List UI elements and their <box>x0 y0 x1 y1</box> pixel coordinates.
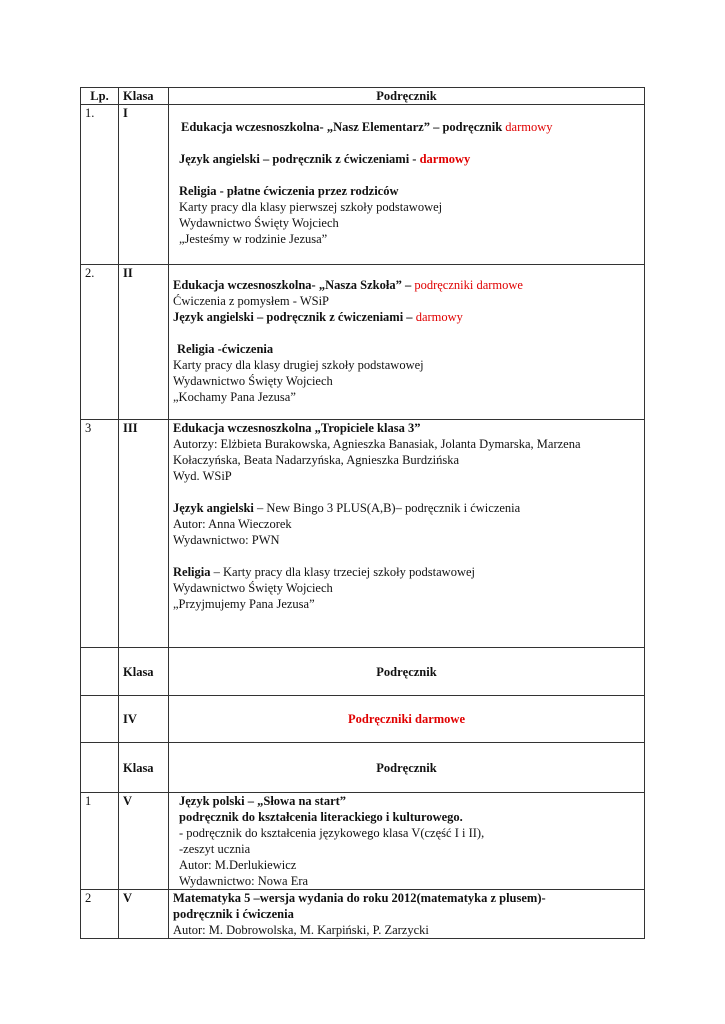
content-line: Karty pracy dla klasy drugiej szkoły podstawowej <box>173 358 424 372</box>
content-line: Wydawnictwo Święty Wojciech <box>173 374 333 388</box>
row-content <box>169 105 645 265</box>
row-klasa: I <box>119 105 169 265</box>
row-lp: 2. <box>81 265 119 420</box>
table-row <box>81 696 645 743</box>
content-line: Język angielski – podręcznik z ćwiczeniami - darmowy <box>179 152 471 166</box>
content-line: Karty pracy dla klasy pierwszej szkoły podstawowej <box>179 200 443 214</box>
content-line: - podręcznik do kształcenia językowego klasa V(część I i II), <box>179 826 485 840</box>
content-line: Wydawnictwo Święty Wojciech <box>173 581 333 595</box>
header-lp: Lp. <box>81 88 119 105</box>
content-line: Edukacja wczesnoszkolna- „Nasza Szkoła” – podręczniki darmowe <box>173 278 523 292</box>
row-content <box>169 793 645 890</box>
content-line: „Kochamy Pana Jezusa” <box>173 390 296 404</box>
content-line: „Przyjmujemy Pana Jezusa” <box>173 597 315 611</box>
content-line: -zeszyt ucznia <box>179 842 251 856</box>
section-podrecznik-header: Podręcznik <box>169 743 645 793</box>
table-row <box>81 890 645 939</box>
row-lp: 2 <box>81 890 119 939</box>
content-line: Język angielski – podręcznik z ćwiczeniami – darmowy <box>173 310 463 324</box>
header-podrecznik: Podręcznik <box>169 88 645 105</box>
content-line: Religia – Karty pracy dla klasy trzeciej szkoły podstawowej <box>173 565 475 579</box>
content-line: Wydawnictwo Święty Wojciech <box>179 216 339 230</box>
table-row <box>81 793 645 890</box>
content-line: „Jesteśmy w rodzinie Jezusa” <box>179 232 328 246</box>
row-klasa: II <box>119 265 169 420</box>
row-content <box>169 265 645 420</box>
content-line: Wydawnictwo: PWN <box>173 533 280 547</box>
content-line: Kołaczyńska, Beata Nadarzyńska, Agnieszka Burdzińska <box>173 453 460 467</box>
content-line: Edukacja wczesnoszkolna- „Nasz Elementarz” – podręcznik darmowy <box>181 120 553 134</box>
header-klasa: Klasa <box>119 88 169 105</box>
content-line: podręcznik i ćwiczenia <box>173 907 294 921</box>
free-textbooks-note: Podręczniki darmowe <box>169 696 645 743</box>
textbook-table <box>80 87 645 939</box>
table-row <box>81 105 645 265</box>
table-row <box>81 420 645 648</box>
content-line: Autor: Anna Wieczorek <box>173 517 292 531</box>
content-line: podręcznik do kształcenia literackiego i kulturowego. <box>179 810 463 824</box>
content-line: Ćwiczenia z pomysłem - WSiP <box>173 294 329 308</box>
row-content <box>169 890 645 939</box>
content-line: Wydawnictwo: Nowa Era <box>179 874 309 888</box>
table-row <box>81 265 645 420</box>
row-klasa: V <box>119 890 169 939</box>
row-klasa: III <box>119 420 169 648</box>
row-lp: 3 <box>81 420 119 648</box>
content-line: Religia - płatne ćwiczenia przez rodziców <box>179 184 399 198</box>
row-lp: 1. <box>81 105 119 265</box>
content-line: Język angielski – New Bingo 3 PLUS(A,B)– podręcznik i ćwiczenia <box>173 501 521 515</box>
section-header-row <box>81 743 645 793</box>
row-lp: 1 <box>81 793 119 890</box>
row-klasa: V <box>119 793 169 890</box>
content-line: Język polski – „Słowa na start” <box>179 794 347 808</box>
table-header-row <box>81 88 645 105</box>
content-line: Autor: M. Dobrowolska, M. Karpiński, P. Zarzycki <box>173 923 429 937</box>
section-podrecznik-header: Podręcznik <box>169 648 645 696</box>
section-header-row <box>81 648 645 696</box>
content-line: Edukacja wczesnoszkolna „Tropiciele klasa 3” <box>173 421 421 435</box>
row-klasa: IV <box>119 696 169 743</box>
content-line: Autorzy: Elżbieta Burakowska, Agnieszka Banasiak, Jolanta Dymarska, Marzena <box>173 437 581 451</box>
content-line: Religia -ćwiczenia <box>177 342 274 356</box>
content-line: Autor: M.Derlukiewicz <box>179 858 297 872</box>
section-klasa-header: Klasa <box>119 648 169 696</box>
row-content <box>169 420 645 648</box>
content-line: Wyd. WSiP <box>173 469 232 483</box>
section-klasa-header: Klasa <box>119 743 169 793</box>
content-line: Matematyka 5 –wersja wydania do roku 2012(matematyka z plusem)- <box>173 891 546 905</box>
